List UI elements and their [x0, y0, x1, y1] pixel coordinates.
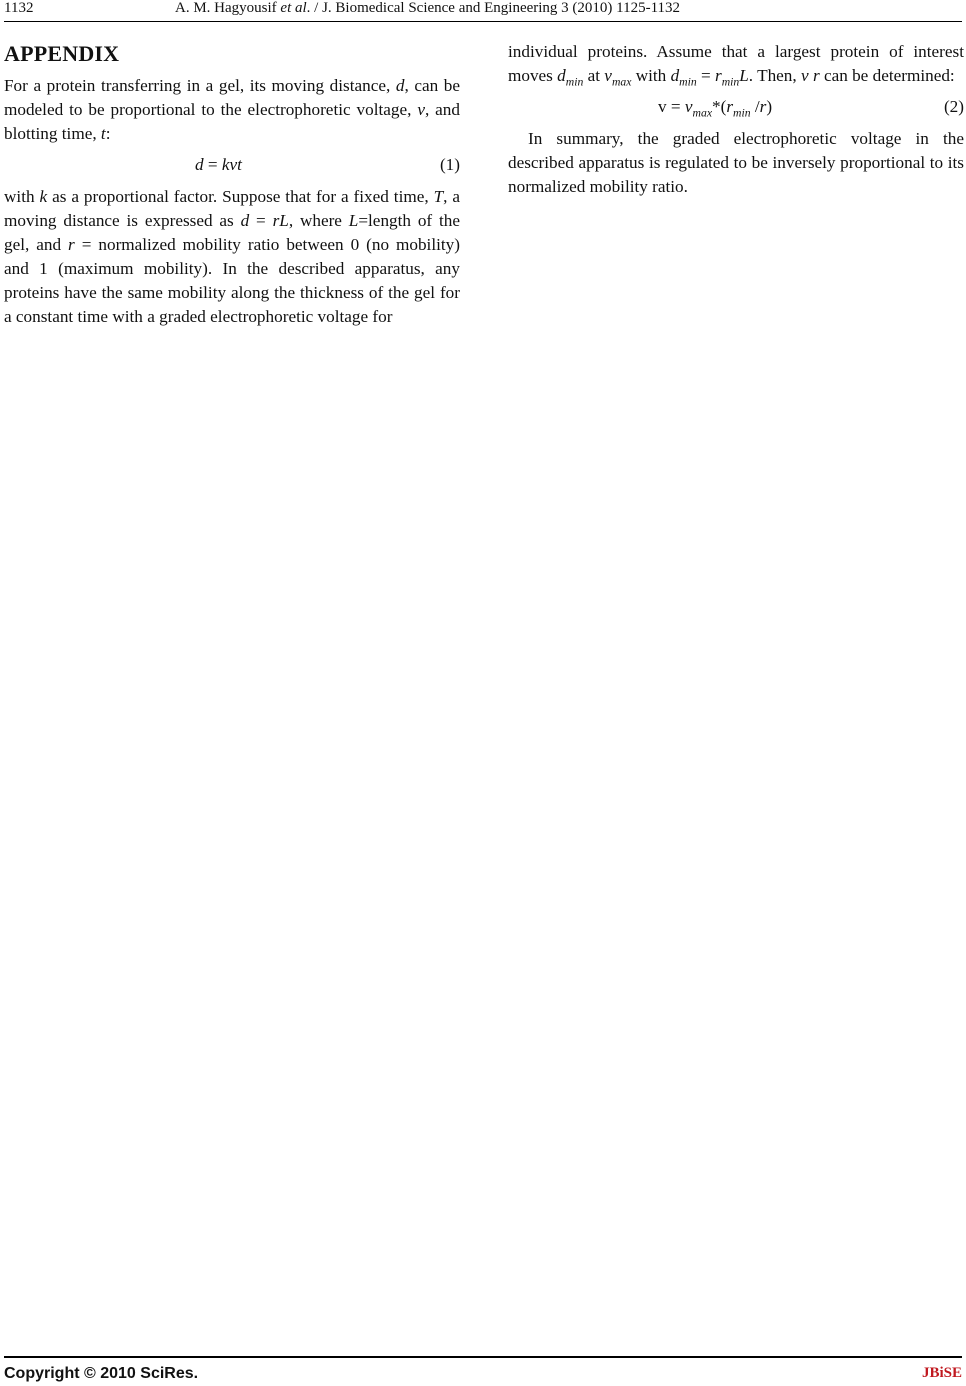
equation-2-expression: $v = v_{max}*(r_{min}$ /r)	[658, 97, 773, 120]
running-header	[0, 0, 966, 22]
left-column	[4, 40, 460, 329]
page-number: 1132	[4, 0, 34, 16]
paragraph-1: For a protein transferring in a gel, its moving distance, d, can be modeled to be proportional to the electrophoretic voltage, v, and blotting time, t:	[4, 76, 460, 143]
copyright-notice: Copyright © 2010 SciRes.	[4, 1365, 199, 1382]
running-head-citation: A. M. Hagyousif et al. / J. Biomedical Science and Engineering 3 (2010) 1125-1132	[175, 0, 681, 16]
paragraph-2-continued: individual proteins. Assume that a largest protein of interest moves $d_{min}$ at $v_{max}$ with $d_{min} = r_{min}L$. Then, v r can be determined:	[508, 42, 964, 89]
paragraph-3: In summary, the graded electrophoretic voltage in the described apparatus is regulated to be inversely proportional to its normalized mobility ratio.	[508, 129, 964, 196]
equation-1-number: (1)	[439, 155, 460, 174]
paragraph-2: with k as a proportional factor. Suppose that for a fixed time, T, a moving distance is expressed as d = rL, where L=length of the gel, and r = normalized mobility ratio between 0 (no mobility) and 1 (maximum mobility). In the described apparatus, any proteins have the same mobility along the thickness of the gel for a constant time with a graded electrophoretic voltage for	[4, 187, 460, 326]
journal-abbreviation: JBiSE	[921, 1365, 962, 1381]
footer-rule	[4, 1356, 962, 1358]
equation-1	[4, 153, 460, 177]
header-rule	[4, 21, 962, 22]
section-title: APPENDIX	[4, 41, 120, 66]
page-footer	[0, 1352, 966, 1386]
equation-2-number: (2)	[943, 97, 964, 116]
equation-2	[508, 95, 964, 119]
equation-1-expression: d = kvt	[195, 155, 242, 174]
right-column	[508, 40, 964, 199]
